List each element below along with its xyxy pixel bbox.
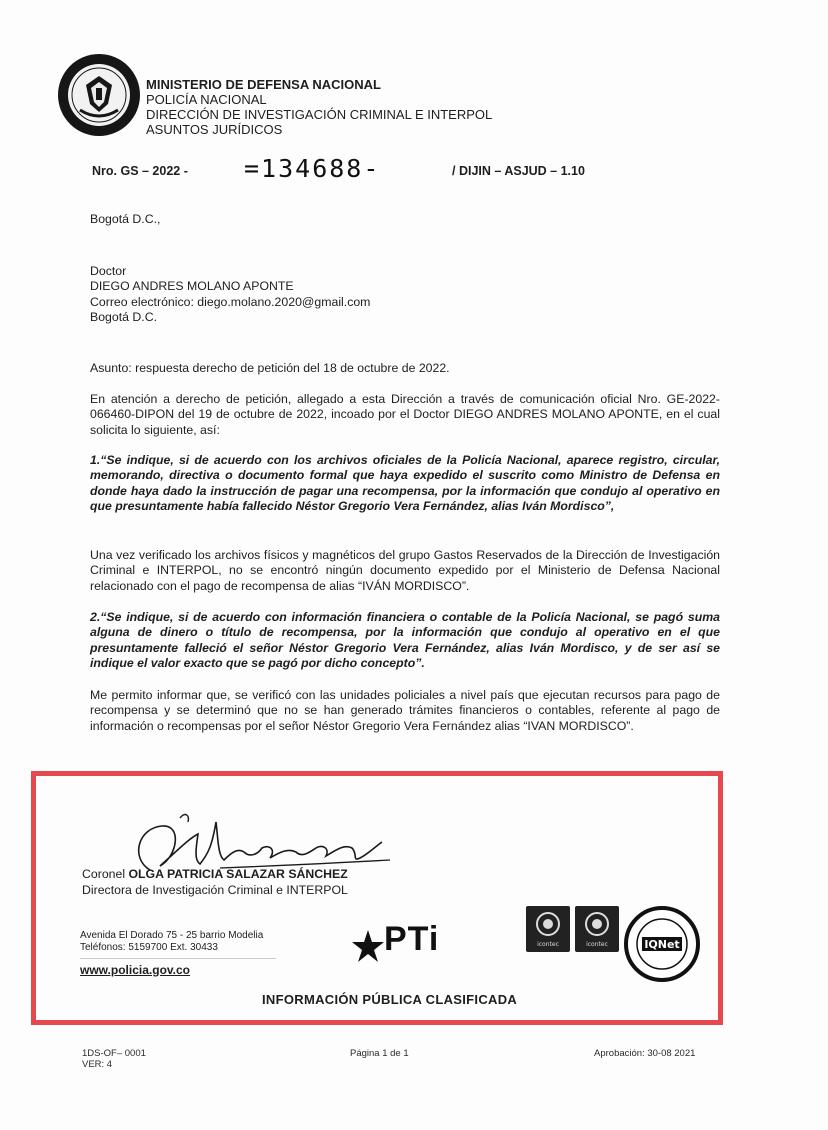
- recipient-email: Correo electrónico: diego.molano.2020@gmail.com: [90, 294, 371, 309]
- question-2: 2.“Se indique, si de acuerdo con información financiera o contable de la Policía Nacional, se pagó suma alguna de dinero o título de recompensa, por la información que condujo al operativo en el que presuntamente falleció el señor Néstor Gregorio Vera Fernández, alias Iván Mordisco, y de ser así se indique el valor exacto que se pagó por dicho concepto”.: [90, 610, 720, 671]
- website-link[interactable]: www.policia.gov.co: [80, 962, 191, 977]
- svg-text:icontec: icontec: [586, 941, 608, 948]
- reference-line: [92, 154, 732, 190]
- directorate-name: DIRECCIÓN DE INVESTIGACIÓN CRIMINAL E INTERPOL: [146, 107, 493, 122]
- police-seal-icon: [56, 52, 142, 138]
- svg-text:icontec: icontec: [537, 941, 559, 948]
- faint-line: ————————————————————————————: [80, 955, 276, 962]
- footer-approval: Aprobación: 30-08 2021: [594, 1048, 696, 1059]
- letterhead: [146, 77, 492, 137]
- recipient-city: Bogotá D.C.: [90, 310, 157, 325]
- icontec-cert-icon: [575, 906, 619, 952]
- recipient-block: [90, 264, 720, 326]
- intro-paragraph: En atención a derecho de petición, allegado a esta Dirección a través de comunicación oficial Nro. GE-2022-066460-DIPON del 19 de octubre de 2022, incoado por el Doctor DIEGO ANDRES MOLANO APONTE, en el cual solicita lo siguiente, así:: [90, 392, 720, 437]
- icontec-cert-icon: [526, 906, 570, 952]
- footer-page: Página 1 de 1: [350, 1048, 409, 1059]
- contact-block: [80, 930, 276, 976]
- question-1: 1.“Se indique, si de acuerdo con los archivos oficiales de la Policía Nacional, aparece registro, circular, memorando, directiva o documento formal que haya expedido el suscrito como Ministro de Defensa en donde haya dado la instrucción de pagar una recompensa, por la información que condujo al operativo en que presuntamente había fallecido Néstor Gregorio Vera Fernández, alias Iván Mordisco”,: [90, 453, 720, 514]
- signatory-rank: Coronel: [82, 867, 129, 881]
- signatory-name: OLGA PATRICIA SALAZAR SÁNCHEZ: [128, 867, 348, 881]
- iqnet-cert-icon: [624, 906, 700, 982]
- office-name: ASUNTOS JURÍDICOS: [146, 122, 283, 137]
- contact-phone: Teléfonos: 5159700 Ext. 30433: [80, 941, 218, 953]
- footer-code: 1DS-OF– 0001: [82, 1048, 146, 1059]
- classification-label: INFORMACIÓN PÚBLICA CLASIFICADA: [262, 992, 518, 1007]
- recipient-title: Doctor: [90, 264, 127, 278]
- footer-version: VER: 4: [82, 1059, 113, 1070]
- answer-1: Una vez verificado los archivos físicos y magnéticos del grupo Gastos Reservados de la Dirección de Investigación Criminal e INTERPOL, no se encontró ningún documento expedido por el Ministerio de Defensa Nacional relacionado con el pago de recompensa de alias “IVÁN MORDISCO”.: [90, 548, 720, 593]
- reference-suffix: / DIJIN – ASJUD – 1.10: [452, 164, 585, 178]
- city-date: Bogotá D.C.,: [90, 212, 161, 226]
- police-name: POLICÍA NACIONAL: [146, 92, 267, 107]
- contact-address: Avenida El Dorado 75 - 25 barrio Modelia: [80, 930, 264, 941]
- reference-number-stamp: =134688-: [244, 154, 381, 183]
- signatory-position: Directora de Investigación Criminal e INTERPOL: [82, 883, 348, 897]
- signatory-block: [82, 866, 348, 898]
- ministry-name: MINISTERIO DE DEFENSA NACIONAL: [146, 77, 381, 92]
- subject-line: Asunto: respuesta derecho de petición del 18 de octubre de 2022.: [90, 361, 450, 375]
- answer-2: Me permito informar que, se verificó con las unidades policiales a nivel país que ejecutan recursos para pago de recompensa y se determinó que no se han generado trámites financieros o contables, referente al pago de información o recompensas por el señor Néstor Gregorio Vera Fernández alias “IVAN MORDISCO”.: [90, 688, 720, 733]
- reference-prefix: Nro. GS – 2022 -: [92, 164, 188, 178]
- recipient-name: DIEGO ANDRES MOLANO APONTE: [90, 279, 294, 294]
- svg-text:IQNet: IQNet: [644, 938, 680, 951]
- footer-code-block: [82, 1048, 146, 1070]
- pti-logo-text: PTi: [384, 920, 440, 958]
